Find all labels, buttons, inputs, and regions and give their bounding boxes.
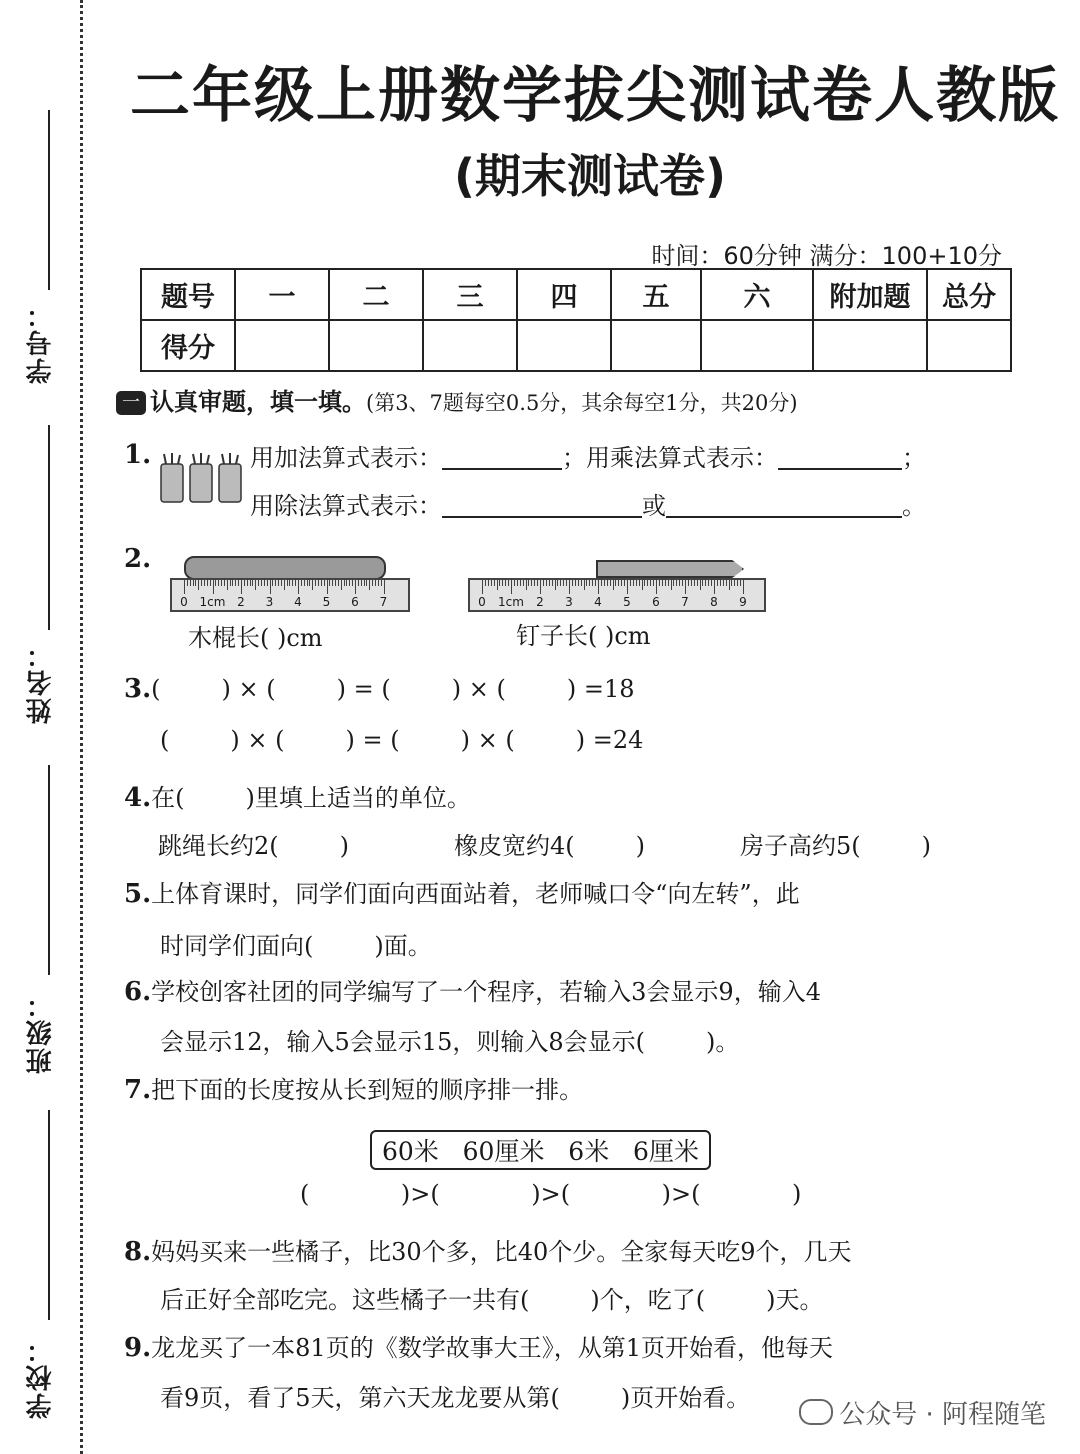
ruler-tick xyxy=(743,580,744,594)
ruler-tick xyxy=(636,580,637,586)
watermark: 公众号 · 阿程随笔 xyxy=(799,1394,1046,1431)
score-header-cell: 三 xyxy=(423,269,517,320)
ruler-tick xyxy=(284,580,285,590)
ruler-tick xyxy=(324,580,325,586)
ruler-number: 9 xyxy=(739,595,747,609)
score-table xyxy=(140,268,1012,372)
ruler-tick xyxy=(289,580,290,586)
ruler-tick xyxy=(514,580,515,586)
ruler-tick xyxy=(642,580,643,590)
ruler-tick xyxy=(679,580,680,586)
stick-illustration xyxy=(184,556,386,580)
student-id-label: 学号： xyxy=(26,300,56,384)
binding-dotted-line xyxy=(80,0,83,1454)
ruler-tick xyxy=(731,580,732,586)
ruler-tick xyxy=(307,580,308,586)
ruler-tick xyxy=(332,580,333,586)
page-title: 二年级上册数学拔尖测试卷人教版 xyxy=(130,61,1060,131)
ruler-tick xyxy=(598,580,599,594)
ruler-tick xyxy=(705,580,706,586)
ruler-tick xyxy=(494,580,495,586)
ruler-tick xyxy=(734,580,735,586)
ruler-tick xyxy=(352,580,353,586)
q5-line1: 5.上体育课时，同学们面向西面站着，老师喊口令“向左转”，此 xyxy=(124,879,800,909)
ruler-number: 7 xyxy=(681,595,689,609)
score-header-cell: 附加题 xyxy=(813,269,927,320)
ruler-tick xyxy=(537,580,538,586)
ruler-tick xyxy=(659,580,660,586)
ruler-tick xyxy=(621,580,622,586)
ruler-tick xyxy=(595,580,596,586)
ruler-tick xyxy=(247,580,248,586)
score-cell[interactable] xyxy=(611,320,701,371)
ruler-tick xyxy=(557,580,558,586)
ruler-tick xyxy=(207,580,208,586)
ruler-tick xyxy=(252,580,253,586)
ruler-tick xyxy=(341,580,342,590)
ruler-tick xyxy=(482,580,483,594)
ruler-tick xyxy=(511,580,512,594)
ruler-tick xyxy=(187,580,188,586)
ruler-tick xyxy=(349,580,350,586)
ruler-tick xyxy=(633,580,634,586)
ruler-number: 0 xyxy=(478,595,486,609)
ruler-tick xyxy=(272,580,273,586)
ruler-tick xyxy=(213,580,214,594)
ruler-tick xyxy=(589,580,590,586)
q3-line1: 3.( ) × ( ) = ( ) × ( ) =18 xyxy=(124,674,635,704)
ruler-tick xyxy=(505,580,506,586)
ruler-number: 4 xyxy=(294,595,302,609)
name-label: 姓名： xyxy=(26,640,56,724)
ruler-tick xyxy=(485,580,486,586)
ruler-tick xyxy=(346,580,347,586)
q2-number: 2. xyxy=(124,544,152,574)
ruler-tick xyxy=(662,580,663,586)
score-cell[interactable] xyxy=(927,320,1011,371)
ruler-tick xyxy=(227,580,228,590)
ruler-tick xyxy=(358,580,359,586)
ruler-tick xyxy=(232,580,233,586)
ruler-tick xyxy=(604,580,605,586)
ruler-tick xyxy=(508,580,509,586)
ruler-number: 3 xyxy=(565,595,573,609)
school-line xyxy=(48,1110,50,1320)
ruler-1 xyxy=(170,578,410,612)
ruler-tick xyxy=(700,580,701,590)
q9-line1: 9.龙龙买了一本81页的《数学故事大王》，从第1页开始看，他每天 xyxy=(124,1333,833,1363)
ruler-tick xyxy=(639,580,640,586)
ruler-tick xyxy=(355,580,356,594)
ruler-tick xyxy=(224,580,225,586)
ruler-tick xyxy=(318,580,319,586)
ruler-tick xyxy=(615,580,616,586)
q4-item-a: 跳绳长约2( ) xyxy=(158,832,350,860)
ruler-tick xyxy=(584,580,585,590)
ruler-tick xyxy=(673,580,674,586)
ruler-tick xyxy=(250,580,251,586)
ruler-tick xyxy=(569,580,570,594)
ruler-tick xyxy=(665,580,666,586)
score-table-header-row xyxy=(141,269,1011,320)
ruler-tick xyxy=(275,580,276,586)
exam-meta: 时间：60分钟 满分：100+10分 xyxy=(651,242,1002,270)
section1-note: (第3、7题每空0.5分，其余每空1分，共20分) xyxy=(366,391,798,415)
ruler-tick xyxy=(210,580,211,586)
score-cell[interactable] xyxy=(423,320,517,371)
ruler-tick xyxy=(497,580,498,590)
q7-line: 7.把下面的长度按从长到短的顺序排一排。 xyxy=(124,1075,584,1105)
ruler-tick xyxy=(327,580,328,594)
q1-add-blank[interactable] xyxy=(442,444,562,470)
q1-div-blank-2[interactable] xyxy=(666,492,902,518)
ruler-tick xyxy=(491,580,492,586)
ruler-tick xyxy=(193,580,194,586)
ruler-tick xyxy=(682,580,683,586)
score-row-label: 得分 xyxy=(141,320,235,371)
ruler-tick xyxy=(555,580,556,590)
ruler-tick xyxy=(540,580,541,594)
ruler-tick xyxy=(650,580,651,586)
score-header-cell: 一 xyxy=(235,269,329,320)
score-cell[interactable] xyxy=(701,320,813,371)
ruler-tick xyxy=(671,580,672,590)
ruler-tick xyxy=(338,580,339,586)
ruler-tick xyxy=(281,580,282,586)
score-header-cell: 二 xyxy=(329,269,423,320)
ruler-number: 1cm xyxy=(199,595,226,609)
ruler-tick xyxy=(190,580,191,586)
ruler-number: 3 xyxy=(265,595,274,609)
ruler-tick xyxy=(372,580,373,586)
q3-line2: ( ) × ( ) = ( ) × ( ) =24 xyxy=(160,726,644,754)
score-table-score-row xyxy=(141,320,1011,371)
section1-title: 认真审题，填一填。 xyxy=(150,387,366,416)
q7-items-box: 60米 60厘米 6米 6厘米 xyxy=(370,1130,711,1170)
ruler-tick xyxy=(502,580,503,586)
ruler-tick xyxy=(238,580,239,586)
ruler-tick xyxy=(697,580,698,586)
ruler-tick xyxy=(201,580,202,586)
ruler-tick xyxy=(601,580,602,586)
ruler-tick xyxy=(218,580,219,586)
ruler-tick xyxy=(295,580,296,586)
ruler-tick xyxy=(613,580,614,590)
score-cell[interactable] xyxy=(235,320,329,371)
section-number-icon: 一 xyxy=(116,391,146,415)
ruler-number: 1cm xyxy=(498,595,524,609)
ruler-tick xyxy=(708,580,709,586)
ruler-number: 8 xyxy=(710,595,718,609)
school-label: 学校： xyxy=(26,1335,56,1419)
ruler-tick xyxy=(384,580,385,594)
score-cell[interactable] xyxy=(329,320,423,371)
q1-number: 1. xyxy=(124,440,152,470)
ruler-tick xyxy=(321,580,322,586)
ruler-tick xyxy=(264,580,265,586)
pencil-cups-illustration xyxy=(158,452,244,508)
ruler-tick xyxy=(572,580,573,586)
student-id-line xyxy=(48,110,50,290)
ruler-tick xyxy=(366,580,367,586)
class-label: 班级： xyxy=(26,990,56,1074)
q8-line2: 后正好全部吃完。这些橘子一共有( )个，吃了( )天。 xyxy=(160,1286,824,1314)
ruler-tick xyxy=(723,580,724,586)
score-header-cell: 四 xyxy=(517,269,611,320)
nail-illustration xyxy=(596,560,744,578)
q6-line2: 会显示12，输入5会显示15，则输入8会显示( )。 xyxy=(160,1028,740,1056)
ruler-tick xyxy=(195,580,196,586)
ruler-tick xyxy=(726,580,727,586)
ruler-tick xyxy=(528,580,529,586)
ruler-tick xyxy=(534,580,535,586)
q9-line2: 看9页，看了5天，第六天龙龙要从第( )页开始看。 xyxy=(160,1384,751,1412)
ruler-tick xyxy=(627,580,628,594)
ruler-tick xyxy=(607,580,608,586)
ruler-tick xyxy=(381,580,382,586)
score-header-cell: 题号 xyxy=(141,269,235,320)
ruler-tick xyxy=(729,580,730,590)
ruler-number: 5 xyxy=(623,595,631,609)
ruler-tick xyxy=(378,580,379,586)
ruler-tick xyxy=(520,580,521,586)
q1-div-blank-1[interactable] xyxy=(442,492,642,518)
ruler-tick xyxy=(644,580,645,586)
score-cell[interactable] xyxy=(813,320,927,371)
ruler-tick xyxy=(198,580,199,590)
ruler-tick xyxy=(549,580,550,586)
ruler-tick xyxy=(369,580,370,590)
ruler-tick xyxy=(630,580,631,586)
ruler-tick xyxy=(543,580,544,586)
ruler-tick xyxy=(610,580,611,586)
ruler-tick xyxy=(653,580,654,586)
ruler-tick xyxy=(737,580,738,586)
q1-line1: 用加法算式表示： ；用乘法算式表示： ； xyxy=(250,444,926,472)
ruler-tick xyxy=(204,580,205,586)
ruler-tick xyxy=(676,580,677,586)
ruler-number: 2 xyxy=(237,595,245,609)
ruler-tick xyxy=(575,580,576,586)
ruler-tick xyxy=(702,580,703,586)
ruler-tick xyxy=(552,580,553,586)
ruler-tick xyxy=(714,580,715,594)
ruler-number: 2 xyxy=(536,595,544,609)
q8-line1: 8.妈妈买来一些橘子，比30个多，比40个少。全家每天吃9个，几天 xyxy=(124,1237,852,1267)
ruler-tick xyxy=(267,580,268,586)
ruler-tick xyxy=(184,580,185,594)
ruler-tick xyxy=(720,580,721,586)
ruler-tick xyxy=(668,580,669,586)
ruler-tick xyxy=(364,580,365,586)
ruler-tick xyxy=(694,580,695,586)
ruler-tick xyxy=(329,580,330,586)
ruler-tick xyxy=(688,580,689,586)
ruler-number: 5 xyxy=(322,595,331,609)
q2-nail-length: 钉子长( )cm xyxy=(516,622,651,650)
ruler-tick xyxy=(335,580,336,586)
ruler-tick xyxy=(546,580,547,586)
q4-line: 4.在( )里填上适当的单位。 xyxy=(124,783,471,813)
wechat-icon xyxy=(799,1399,833,1425)
ruler-tick xyxy=(312,580,313,590)
class-line xyxy=(48,765,50,975)
ruler-tick xyxy=(531,580,532,586)
name-line xyxy=(48,425,50,630)
ruler-tick xyxy=(717,580,718,586)
ruler-tick xyxy=(221,580,222,586)
score-header-cell: 六 xyxy=(701,269,813,320)
ruler-number: 7 xyxy=(379,595,388,609)
ruler-tick xyxy=(560,580,561,586)
ruler-tick xyxy=(244,580,245,586)
ruler-tick xyxy=(215,580,216,586)
ruler-tick xyxy=(711,580,712,586)
ruler-tick xyxy=(624,580,625,586)
q1-mul-blank[interactable] xyxy=(778,444,902,470)
ruler-tick xyxy=(488,580,489,586)
ruler-tick xyxy=(230,580,231,586)
ruler-tick xyxy=(656,580,657,594)
q4-item-c: 房子高约5( ) xyxy=(740,832,932,860)
page-subtitle: (期末测试卷) xyxy=(453,149,727,203)
q5-line2: 时同学们面向( )面。 xyxy=(160,932,432,960)
ruler-tick xyxy=(298,580,299,594)
ruler-tick xyxy=(315,580,316,586)
ruler-tick xyxy=(581,580,582,586)
ruler-tick xyxy=(618,580,619,586)
ruler-tick xyxy=(578,580,579,586)
ruler-tick xyxy=(292,580,293,586)
ruler-tick xyxy=(287,580,288,586)
ruler-tick xyxy=(241,580,242,594)
ruler-tick xyxy=(304,580,305,586)
ruler-tick xyxy=(278,580,279,586)
ruler-tick xyxy=(258,580,259,586)
ruler-tick xyxy=(566,580,567,586)
ruler-tick xyxy=(235,580,236,586)
section1-header xyxy=(116,382,798,417)
score-header-cell: 五 xyxy=(611,269,701,320)
ruler-tick xyxy=(361,580,362,586)
ruler-tick xyxy=(270,580,271,594)
ruler-tick xyxy=(691,580,692,586)
ruler-tick xyxy=(685,580,686,594)
ruler-tick xyxy=(499,580,500,586)
ruler-tick xyxy=(523,580,524,586)
ruler-tick xyxy=(517,580,518,586)
ruler-number: 4 xyxy=(594,595,602,609)
ruler-number: 6 xyxy=(351,595,359,609)
ruler-tick xyxy=(647,580,648,586)
ruler-tick xyxy=(526,580,527,590)
score-header-cell: 总分 xyxy=(927,269,1011,320)
ruler-tick xyxy=(301,580,302,586)
score-cell[interactable] xyxy=(517,320,611,371)
ruler-tick xyxy=(375,580,376,586)
q4-item-b: 橡皮宽约4( ) xyxy=(454,832,646,860)
q1-line2: 用除法算式表示： 或 。 xyxy=(250,492,926,520)
ruler-tick xyxy=(563,580,564,586)
ruler-tick xyxy=(255,580,256,590)
ruler-tick xyxy=(592,580,593,586)
ruler-tick xyxy=(344,580,345,586)
ruler-tick xyxy=(261,580,262,586)
ruler-tick xyxy=(309,580,310,586)
q2-stick-length: 木棍长( )cm xyxy=(188,624,323,652)
q7-order: ( )>( )>( )>( ) xyxy=(300,1180,802,1208)
ruler-tick xyxy=(586,580,587,586)
q6-line1: 6.学校创客社团的同学编写了一个程序，若输入3会显示9，输入4 xyxy=(124,977,821,1007)
ruler-2 xyxy=(468,578,766,612)
ruler-tick xyxy=(740,580,741,586)
ruler-number: 6 xyxy=(652,595,660,609)
ruler-number: 0 xyxy=(180,595,188,609)
